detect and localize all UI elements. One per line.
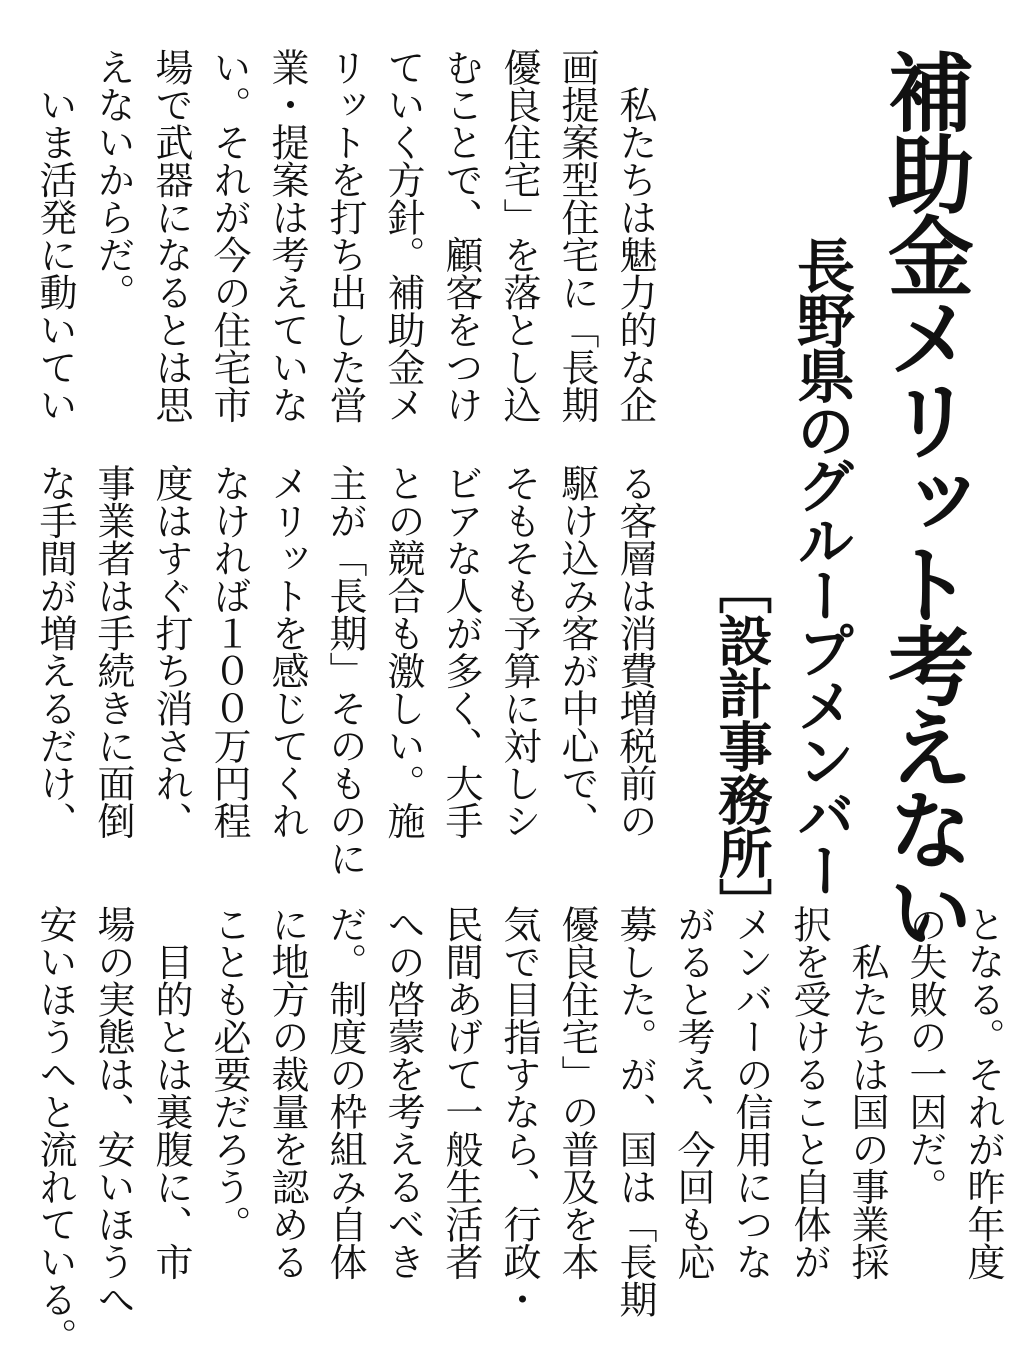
body-column: 画提案型住宅に「長期: [555, 48, 599, 423]
body-column: る客層は消費増税前の: [613, 464, 657, 839]
body-column: 安いほうへと流れている。: [33, 905, 77, 1355]
body-column: な手間が増えるだけ、: [33, 464, 77, 839]
body-column: むことで、顧客をつけ: [439, 48, 483, 423]
body-column: 業・提案は考えていな: [265, 48, 309, 423]
body-column: 場の実態は、安いほうへ: [91, 905, 135, 1318]
body-column: いま活発に動いてい: [33, 48, 77, 423]
body-column: ていく方針。補助金メ: [381, 48, 425, 423]
body-column: い。それが今の住宅市: [207, 48, 251, 423]
headline: 補助金メリット考えない: [873, 48, 973, 950]
body-column: 民間あげて一般生活者: [439, 905, 483, 1280]
body-column: の失敗の一因だ。: [903, 905, 947, 1205]
body-column: がると考え、今回も応: [671, 905, 715, 1280]
body-column: リットを打ち出した営: [323, 48, 367, 423]
body-column: 優良住宅」の普及を本: [555, 905, 599, 1280]
body-column: との競合も激しい。施: [381, 464, 425, 839]
body-column: 私たちは国の事業採: [845, 905, 889, 1280]
body-column: なければ１００万円程: [207, 464, 251, 839]
body-column: 度はすぐ打ち消され、: [149, 464, 193, 839]
body-column: 事業者は手続きに面倒: [91, 464, 135, 839]
body-column: メンバーの信用につな: [729, 905, 773, 1280]
body-column: 募した。が、国は「長期: [613, 905, 657, 1318]
body-column: に地方の裁量を認める: [265, 905, 309, 1280]
body-column: 主が「長期」そのものに: [323, 464, 367, 877]
body-column: ビアな人が多く、大手: [439, 464, 483, 839]
body-column: 択を受けること自体が: [787, 905, 831, 1280]
body-column: 駆け込み客が中心で、: [555, 464, 599, 839]
body-column: そもそも予算に対しシ: [497, 464, 541, 839]
body-column: メリットを感じてくれ: [265, 464, 309, 839]
body-column: への啓蒙を考えるべき: [381, 905, 425, 1280]
body-column: 優良住宅」を落とし込: [497, 48, 541, 423]
body-column: 私たちは魅力的な企: [613, 48, 657, 423]
body-column: ことも必要だろう。: [207, 905, 251, 1243]
body-column: えないからだ。: [91, 48, 135, 311]
body-column: 気で目指すなら、行政・: [497, 905, 541, 1318]
body-column: となる。それが昨年度: [961, 905, 1005, 1280]
subheadline: 長野県のグループメンバー: [787, 236, 855, 896]
body-column: だ。制度の枠組み自体: [323, 905, 367, 1280]
byline: ［設計事務所］: [710, 560, 773, 931]
body-column: 目的とは裏腹に、市: [149, 905, 193, 1280]
body-column: 場で武器になるとは思: [149, 48, 193, 423]
